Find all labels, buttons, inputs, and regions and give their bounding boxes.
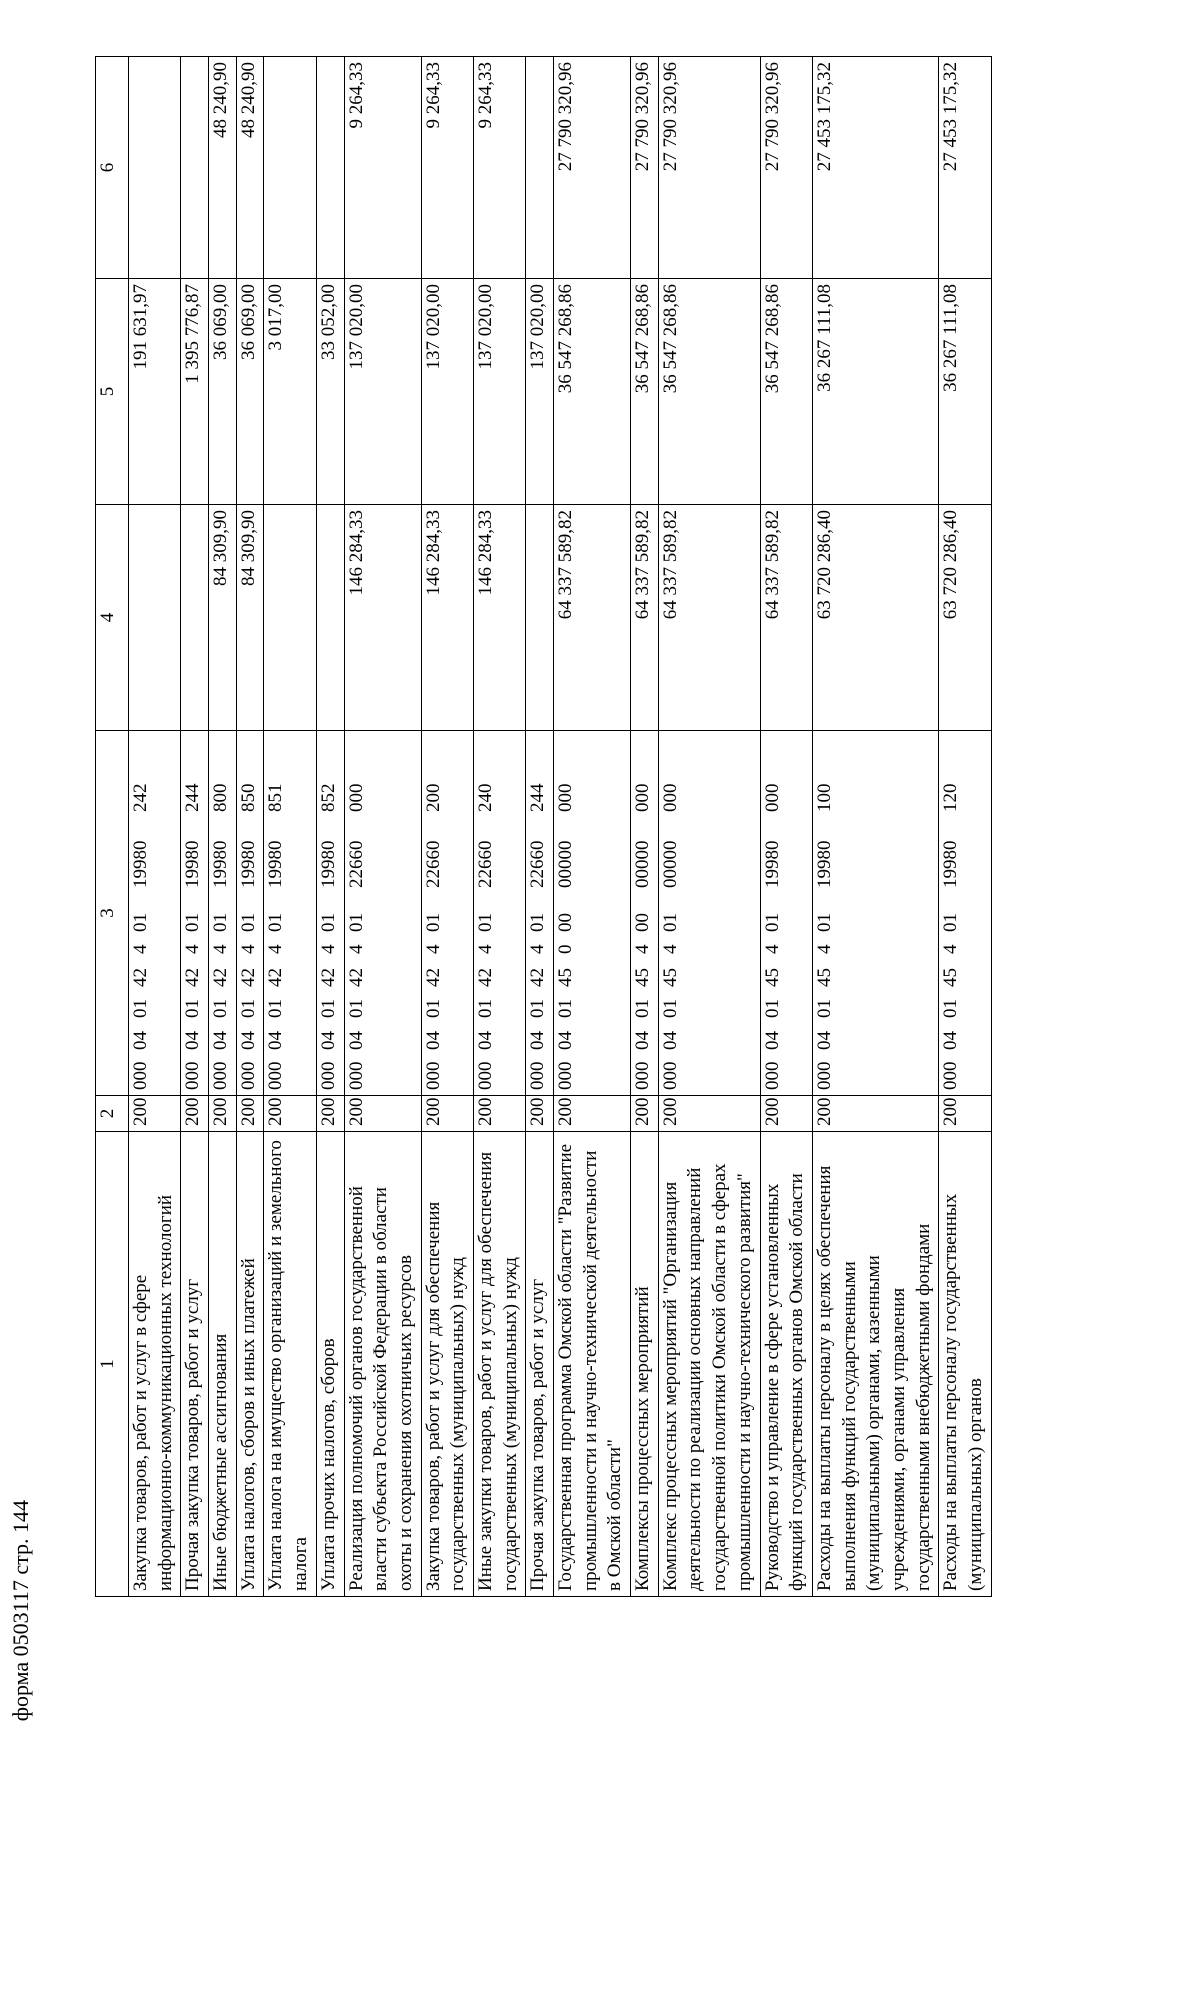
line-code-cell: 200 — [812, 1096, 938, 1132]
budget-code-cell — [264, 731, 316, 1096]
code-part: 01 — [474, 999, 496, 1018]
code-part: 4 — [422, 944, 444, 954]
code-part: 244 — [182, 783, 204, 812]
code-part: 01 — [659, 999, 681, 1018]
code-part: 4 — [130, 944, 151, 954]
code-part: 04 — [659, 1031, 681, 1050]
expense-name-cell: Уплата налога на имущество организаций и земельного налога — [264, 1132, 316, 1597]
code-part: 04 — [130, 1031, 151, 1050]
budget-code-cell — [554, 731, 631, 1096]
code-part: 42 — [210, 968, 232, 987]
code-part: 01 — [422, 999, 444, 1018]
code-part: 00000 — [632, 840, 654, 888]
line-code-cell: 200 — [129, 1096, 181, 1132]
code-part: 42 — [527, 968, 549, 987]
executed-amount-cell: 36 547 268,86 — [658, 279, 760, 505]
approved-amount-cell — [181, 505, 209, 731]
code-part: 00 — [632, 913, 654, 932]
code-part: 000 — [422, 1061, 444, 1090]
unexecuted-amount-cell: 48 240,90 — [209, 57, 237, 279]
code-part: 4 — [182, 944, 204, 954]
unexecuted-amount-cell — [526, 57, 554, 279]
code-part: 01 — [555, 999, 576, 1018]
code-part: 000 — [813, 1061, 835, 1090]
approved-amount-cell: 64 337 589,82 — [554, 505, 631, 731]
approved-amount-cell: 146 284,33 — [344, 505, 421, 731]
code-part: 000 — [555, 1061, 576, 1090]
executed-amount-cell: 36 547 268,86 — [760, 279, 812, 505]
code-part: 01 — [527, 999, 549, 1018]
col-header-4: 4 — [96, 505, 129, 731]
code-part: 04 — [265, 1031, 287, 1050]
executed-amount-cell: 137 020,00 — [526, 279, 554, 505]
code-part: 42 — [130, 968, 151, 987]
executed-amount-cell: 3 017,00 — [264, 279, 316, 505]
code-part: 000 — [130, 1061, 151, 1090]
code-part: 800 — [210, 783, 232, 812]
executed-amount-cell: 137 020,00 — [344, 279, 421, 505]
code-part: 244 — [527, 783, 549, 812]
report-table — [95, 56, 992, 1597]
code-part: 01 — [940, 913, 962, 932]
code-part: 01 — [659, 913, 681, 932]
table-row — [473, 57, 525, 1597]
code-part: 19980 — [182, 840, 204, 888]
code-part: 19980 — [940, 840, 962, 888]
table-row — [344, 57, 421, 1597]
code-part: 42 — [182, 968, 204, 987]
approved-amount-cell: 146 284,33 — [473, 505, 525, 731]
unexecuted-amount-cell: 48 240,90 — [236, 57, 264, 279]
expense-name-cell: Прочая закупка товаров, работ и услуг — [526, 1132, 554, 1597]
code-part: 42 — [265, 968, 287, 987]
code-part: 04 — [632, 1031, 654, 1050]
code-part: 0 — [555, 944, 576, 954]
code-part: 45 — [632, 968, 654, 987]
code-part: 01 — [182, 913, 204, 932]
code-part: 4 — [317, 944, 339, 954]
unexecuted-amount-cell: 9 264,33 — [344, 57, 421, 279]
code-part: 45 — [940, 968, 962, 987]
code-part: 4 — [210, 944, 232, 954]
line-code-cell: 200 — [554, 1096, 631, 1132]
code-part: 000 — [317, 1061, 339, 1090]
approved-amount-cell: 64 337 589,82 — [760, 505, 812, 731]
budget-code-cell — [316, 731, 344, 1096]
code-part: 4 — [345, 944, 367, 954]
code-part: 04 — [527, 1031, 549, 1050]
code-part: 01 — [130, 999, 151, 1018]
code-part: 000 — [345, 1061, 367, 1090]
budget-code-cell — [421, 731, 473, 1096]
approved-amount-cell: 64 337 589,82 — [631, 505, 659, 731]
code-part: 01 — [940, 999, 962, 1018]
code-part: 42 — [237, 968, 259, 987]
code-part: 01 — [527, 913, 549, 932]
code-part: 19980 — [237, 840, 259, 888]
expense-name-cell: Иные бюджетные ассигнования — [209, 1132, 237, 1597]
approved-amount-cell: 63 720 286,40 — [812, 505, 938, 731]
code-part: 200 — [422, 783, 444, 812]
table-row — [554, 57, 631, 1597]
budget-code-cell — [181, 731, 209, 1096]
line-code-cell: 200 — [631, 1096, 659, 1132]
unexecuted-amount-cell — [181, 57, 209, 279]
code-part: 4 — [474, 944, 496, 954]
line-code-cell: 200 — [939, 1096, 991, 1132]
approved-amount-cell — [526, 505, 554, 731]
code-part: 04 — [761, 1031, 783, 1050]
code-part: 4 — [632, 944, 654, 954]
code-part: 000 — [210, 1061, 232, 1090]
unexecuted-amount-cell: 9 264,33 — [473, 57, 525, 279]
code-part: 000 — [659, 783, 681, 812]
code-part: 4 — [237, 944, 259, 954]
code-part: 4 — [761, 944, 783, 954]
code-part: 000 — [345, 783, 367, 812]
table-body — [96, 57, 992, 1597]
executed-amount-cell: 191 631,97 — [129, 279, 181, 505]
code-part: 04 — [422, 1031, 444, 1050]
code-part: 4 — [940, 944, 962, 954]
code-part: 01 — [345, 999, 367, 1018]
expense-name-cell: Государственная программа Омской области "Развитие промышленности и научно-технической деятельности в Омской области" — [554, 1132, 631, 1597]
code-part: 19980 — [265, 840, 287, 888]
unexecuted-amount-cell: 9 264,33 — [421, 57, 473, 279]
code-part: 00000 — [659, 840, 681, 888]
code-part: 100 — [813, 783, 835, 812]
code-part: 42 — [474, 968, 496, 987]
expense-name-cell: Закупка товаров, работ и услуг для обеспечения государственных (муниципальных) нужд — [421, 1132, 473, 1597]
table-row — [658, 57, 760, 1597]
table-row — [264, 57, 316, 1597]
table-row — [209, 57, 237, 1597]
code-part: 04 — [555, 1031, 576, 1050]
executed-amount-cell: 36 547 268,86 — [631, 279, 659, 505]
code-part: 01 — [317, 913, 339, 932]
code-part: 01 — [761, 913, 783, 932]
budget-code-cell — [939, 731, 991, 1096]
line-code-cell: 200 — [264, 1096, 316, 1132]
code-part: 000 — [237, 1061, 259, 1090]
code-part: 01 — [265, 999, 287, 1018]
code-part: 01 — [632, 999, 654, 1018]
code-part: 000 — [632, 783, 654, 812]
budget-code-cell — [129, 731, 181, 1096]
table-row — [760, 57, 812, 1597]
expense-name-cell: Комплекс процессных мероприятий "Организация деятельности по реализации основных направлений государственной политики Омской области в сферах промышленности и научно-технического развития" — [658, 1132, 760, 1597]
col-header-6: 6 — [96, 57, 129, 279]
unexecuted-amount-cell: 27 790 320,96 — [760, 57, 812, 279]
code-part: 04 — [940, 1031, 962, 1050]
table-row — [181, 57, 209, 1597]
expense-name-cell: Реализация полномочий органов государственной власти субъекта Российской Федерации в области охоты и сохранения охотничьих ресурсов — [344, 1132, 421, 1597]
approved-amount-cell — [129, 505, 181, 731]
code-part: 45 — [555, 968, 576, 987]
budget-code-cell — [344, 731, 421, 1096]
code-part: 4 — [813, 944, 835, 954]
code-part: 00 — [555, 913, 576, 932]
line-code-cell: 200 — [658, 1096, 760, 1132]
budget-code-cell — [760, 731, 812, 1096]
expense-name-cell: Иные закупки товаров, работ и услуг для обеспечения государственных (муниципальных) нужд — [473, 1132, 525, 1597]
code-part: 04 — [813, 1031, 835, 1050]
expense-name-cell: Расходы на выплаты персоналу государственных (муниципальных) органов — [939, 1132, 991, 1597]
line-code-cell: 200 — [236, 1096, 264, 1132]
expense-name-cell: Уплата прочих налогов, сборов — [316, 1132, 344, 1597]
code-part: 242 — [130, 783, 151, 812]
unexecuted-amount-cell — [264, 57, 316, 279]
code-part: 42 — [422, 968, 444, 987]
executed-amount-cell: 33 052,00 — [316, 279, 344, 505]
code-part: 04 — [237, 1031, 259, 1050]
code-part: 04 — [317, 1031, 339, 1050]
executed-amount-cell: 36 547 268,86 — [554, 279, 631, 505]
code-part: 01 — [345, 913, 367, 932]
code-part: 01 — [130, 913, 151, 932]
code-part: 01 — [237, 999, 259, 1018]
expense-name-cell: Руководство и управление в сфере установленных функций государственных органов Омской области — [760, 1132, 812, 1597]
code-part: 01 — [237, 913, 259, 932]
table-row — [939, 57, 991, 1597]
table-row — [129, 57, 181, 1597]
code-part: 000 — [659, 1061, 681, 1090]
line-code-cell: 200 — [209, 1096, 237, 1132]
code-part: 4 — [265, 944, 287, 954]
col-header-3: 3 — [96, 731, 129, 1096]
form-header: форма 0503117 стр. 144 — [8, 1500, 33, 1722]
executed-amount-cell: 36 267 111,08 — [939, 279, 991, 505]
line-code-cell: 200 — [760, 1096, 812, 1132]
line-code-cell: 200 — [473, 1096, 525, 1132]
approved-amount-cell — [264, 505, 316, 731]
unexecuted-amount-cell: 27 790 320,96 — [554, 57, 631, 279]
budget-code-cell — [658, 731, 760, 1096]
code-part: 000 — [632, 1061, 654, 1090]
code-part: 45 — [761, 968, 783, 987]
expense-name-cell: Расходы на выплаты персоналу в целях обеспечения выполнения функций государственными (муниципальными) органами, казенными учреждениями, органами управления государственными внебюджетными фондами — [812, 1132, 938, 1597]
col-header-5: 5 — [96, 279, 129, 505]
code-part: 42 — [317, 968, 339, 987]
approved-amount-cell: 84 309,90 — [209, 505, 237, 731]
code-part: 01 — [813, 999, 835, 1018]
budget-code-cell — [526, 731, 554, 1096]
code-part: 01 — [210, 913, 232, 932]
table-row — [421, 57, 473, 1597]
code-part: 00000 — [555, 840, 576, 888]
code-part: 04 — [182, 1031, 204, 1050]
code-part: 45 — [659, 968, 681, 987]
executed-amount-cell: 137 020,00 — [473, 279, 525, 505]
table-row — [526, 57, 554, 1597]
code-part: 01 — [422, 913, 444, 932]
code-part: 04 — [210, 1031, 232, 1050]
unexecuted-amount-cell: 27 453 175,32 — [939, 57, 991, 279]
code-part: 4 — [659, 944, 681, 954]
col-header-1: 1 — [96, 1132, 129, 1597]
code-part: 01 — [182, 999, 204, 1018]
code-part: 22660 — [527, 840, 549, 888]
code-part: 19980 — [813, 840, 835, 888]
expense-name-cell: Комплексы процессных мероприятий — [631, 1132, 659, 1597]
executed-amount-cell: 36 069,00 — [209, 279, 237, 505]
executed-amount-cell: 137 020,00 — [421, 279, 473, 505]
code-part: 22660 — [345, 840, 367, 888]
budget-code-cell — [473, 731, 525, 1096]
header-row — [96, 57, 129, 1597]
code-part: 000 — [182, 1061, 204, 1090]
line-code-cell: 200 — [526, 1096, 554, 1132]
budget-code-cell — [236, 731, 264, 1096]
code-part: 42 — [345, 968, 367, 987]
budget-code-cell — [631, 731, 659, 1096]
expense-name-cell: Уплата налогов, сборов и иных платежей — [236, 1132, 264, 1597]
table-row — [316, 57, 344, 1597]
code-part: 01 — [474, 913, 496, 932]
code-part: 852 — [317, 783, 339, 812]
code-part: 22660 — [422, 840, 444, 888]
code-part: 240 — [474, 783, 496, 812]
expense-name-cell: Прочая закупка товаров, работ и услуг — [181, 1132, 209, 1597]
executed-amount-cell: 36 069,00 — [236, 279, 264, 505]
table-row — [812, 57, 938, 1597]
col-header-2: 2 — [96, 1096, 129, 1132]
code-part: 000 — [265, 1061, 287, 1090]
code-part: 19980 — [130, 840, 151, 888]
approved-amount-cell: 64 337 589,82 — [658, 505, 760, 731]
budget-code-cell — [812, 731, 938, 1096]
code-part: 850 — [237, 783, 259, 812]
approved-amount-cell: 63 720 286,40 — [939, 505, 991, 731]
code-part: 01 — [813, 913, 835, 932]
code-part: 851 — [265, 783, 287, 812]
line-code-cell: 200 — [181, 1096, 209, 1132]
approved-amount-cell: 146 284,33 — [421, 505, 473, 731]
unexecuted-amount-cell — [129, 57, 181, 279]
code-part: 19980 — [210, 840, 232, 888]
code-part: 000 — [761, 783, 783, 812]
executed-amount-cell: 1 395 776,87 — [181, 279, 209, 505]
unexecuted-amount-cell: 27 790 320,96 — [658, 57, 760, 279]
code-part: 19980 — [761, 840, 783, 888]
budget-code-cell — [209, 731, 237, 1096]
table-row — [236, 57, 264, 1597]
executed-amount-cell: 36 267 111,08 — [812, 279, 938, 505]
expense-name-cell: Закупка товаров, работ и услуг в сфере информационно-коммуникационных технологий — [129, 1132, 181, 1597]
code-part: 4 — [527, 944, 549, 954]
unexecuted-amount-cell: 27 453 175,32 — [812, 57, 938, 279]
code-part: 04 — [474, 1031, 496, 1050]
line-code-cell: 200 — [421, 1096, 473, 1132]
line-code-cell: 200 — [344, 1096, 421, 1132]
code-part: 120 — [940, 783, 962, 812]
approved-amount-cell: 84 309,90 — [236, 505, 264, 731]
code-part: 01 — [265, 913, 287, 932]
unexecuted-amount-cell: 27 790 320,96 — [631, 57, 659, 279]
unexecuted-amount-cell — [316, 57, 344, 279]
code-part: 19980 — [317, 840, 339, 888]
line-code-cell: 200 — [316, 1096, 344, 1132]
code-part: 000 — [940, 1061, 962, 1090]
code-part: 22660 — [474, 840, 496, 888]
code-part: 04 — [345, 1031, 367, 1050]
code-part: 01 — [317, 999, 339, 1018]
table-row — [631, 57, 659, 1597]
approved-amount-cell — [316, 505, 344, 731]
code-part: 000 — [555, 783, 576, 812]
code-part: 45 — [813, 968, 835, 987]
code-part: 000 — [761, 1061, 783, 1090]
code-part: 01 — [761, 999, 783, 1018]
code-part: 01 — [210, 999, 232, 1018]
code-part: 000 — [527, 1061, 549, 1090]
code-part: 000 — [474, 1061, 496, 1090]
